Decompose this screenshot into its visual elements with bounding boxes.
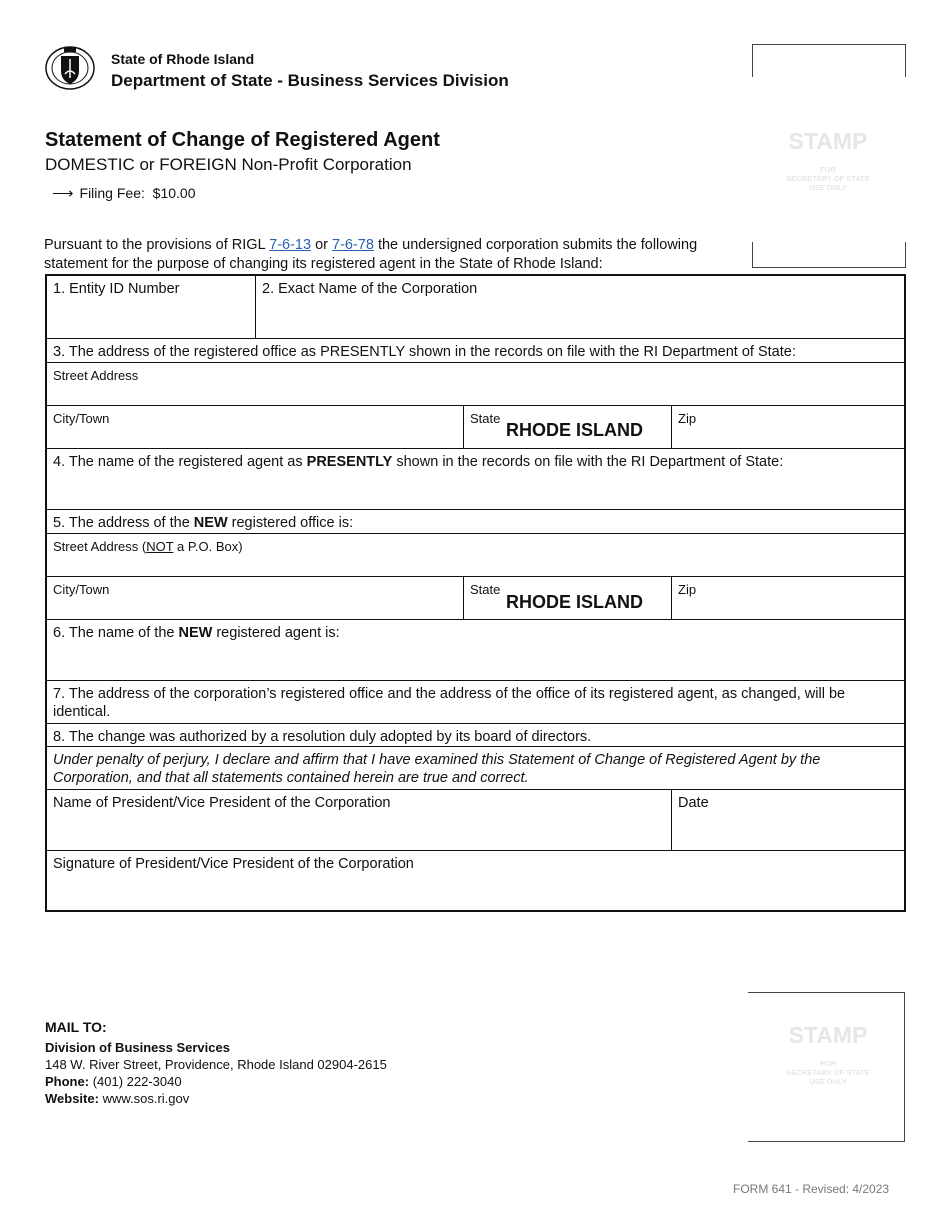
department-name: Department of State - Business Services Division [111, 71, 509, 90]
new-state-value: RHODE ISLAND [506, 592, 644, 612]
new-agent-field[interactable]: 6. The name of the NEW registered agent is: [47, 620, 904, 681]
new-city-field[interactable]: City/Town [47, 577, 464, 620]
mail-to-block [45, 1019, 387, 1107]
present-zip-field[interactable]: Zip [672, 406, 904, 449]
new-zip-field[interactable]: Zip [672, 577, 904, 620]
stamp-box-top-bottom [752, 242, 906, 268]
filing-fee-label: Filing Fee: [79, 185, 145, 201]
arrow-right-icon: ⟶ [52, 185, 74, 202]
form-footer-id: FORM 641 - Revised: 4/2023 [733, 1182, 890, 1196]
present-agent-field[interactable]: 4. The name of the registered agent as PRESENTLY shown in the records on file with the RI Department of State: [47, 449, 904, 510]
intro-text: Pursuant to the provisions of RIGL 7-6-13 or 7-6-78 the undersigned corporation submits the following statement for the purpose of changing its registered agent in the State of Rhode Island: [44, 237, 698, 272]
signature-field[interactable]: Signature of President/Vice President of the Corporation [53, 856, 414, 872]
form-title: Statement of Change of Registered Agent [45, 129, 440, 151]
present-state-field: State [464, 406, 672, 449]
stamp-label-bottom: STAMP FOR SECRETARY OF STATE USE ONLY [786, 1022, 870, 1086]
present-address-heading: 3. The address of the registered office as PRESENTLY shown in the records on file with the RI Department of State: [47, 339, 904, 363]
present-city-field[interactable]: City/Town [47, 406, 464, 449]
state-seal-icon [44, 44, 96, 92]
filing-fee-value: $10.00 [152, 185, 196, 201]
rigl-link-7-6-13[interactable]: 7-6-13 [269, 237, 312, 253]
statement-7: 7. The address of the corporation’s registered office and the address of the office of its registered agent, as changed, will be identical. [47, 681, 904, 724]
mail-address: 148 W. River Street, Providence, Rhode Island 02904-2615 [45, 1057, 387, 1072]
perjury-statement: Under penalty of perjury, I declare and affirm that I have examined this Statement of Change of Registered Agent by the Corporation, and that all statements contained herein are true and correct. [47, 747, 904, 790]
statement-8: 8. The change was authorized by a resolution duly adopted by its board of directors. [47, 724, 904, 747]
rigl-link-7-6-78[interactable]: 7-6-78 [332, 237, 374, 253]
form-subtitle: DOMESTIC or FOREIGN Non-Profit Corporation [45, 155, 412, 174]
mail-heading: MAIL TO: [45, 1019, 107, 1035]
corporation-name-field[interactable]: 2. Exact Name of the Corporation [256, 276, 904, 339]
president-name-field[interactable]: Name of President/Vice President of the Corporation [47, 790, 672, 851]
mail-phone: Phone: (401) 222-3040 [45, 1074, 182, 1089]
mail-website: Website: www.sos.ri.gov [45, 1091, 190, 1106]
mail-org: Division of Business Services [45, 1040, 230, 1055]
entity-id-field[interactable]: 1. Entity ID Number [47, 276, 256, 339]
form-table [45, 274, 906, 912]
date-field[interactable]: Date [672, 790, 904, 851]
stamp-label-top: STAMP FOR SECRETARY OF STATE USE ONLY [786, 128, 870, 192]
state-name: State of Rhode Island [111, 51, 255, 67]
present-street-field[interactable]: Street Address [47, 363, 904, 406]
new-street-field[interactable]: Street Address (NOT a P.O. Box) [47, 534, 904, 577]
new-address-heading: 5. The address of the NEW registered office is: [47, 510, 904, 534]
filing-fee [52, 184, 195, 202]
new-state-field: State [464, 577, 672, 620]
present-state-value: RHODE ISLAND [506, 420, 644, 440]
stamp-box-top [752, 44, 906, 77]
